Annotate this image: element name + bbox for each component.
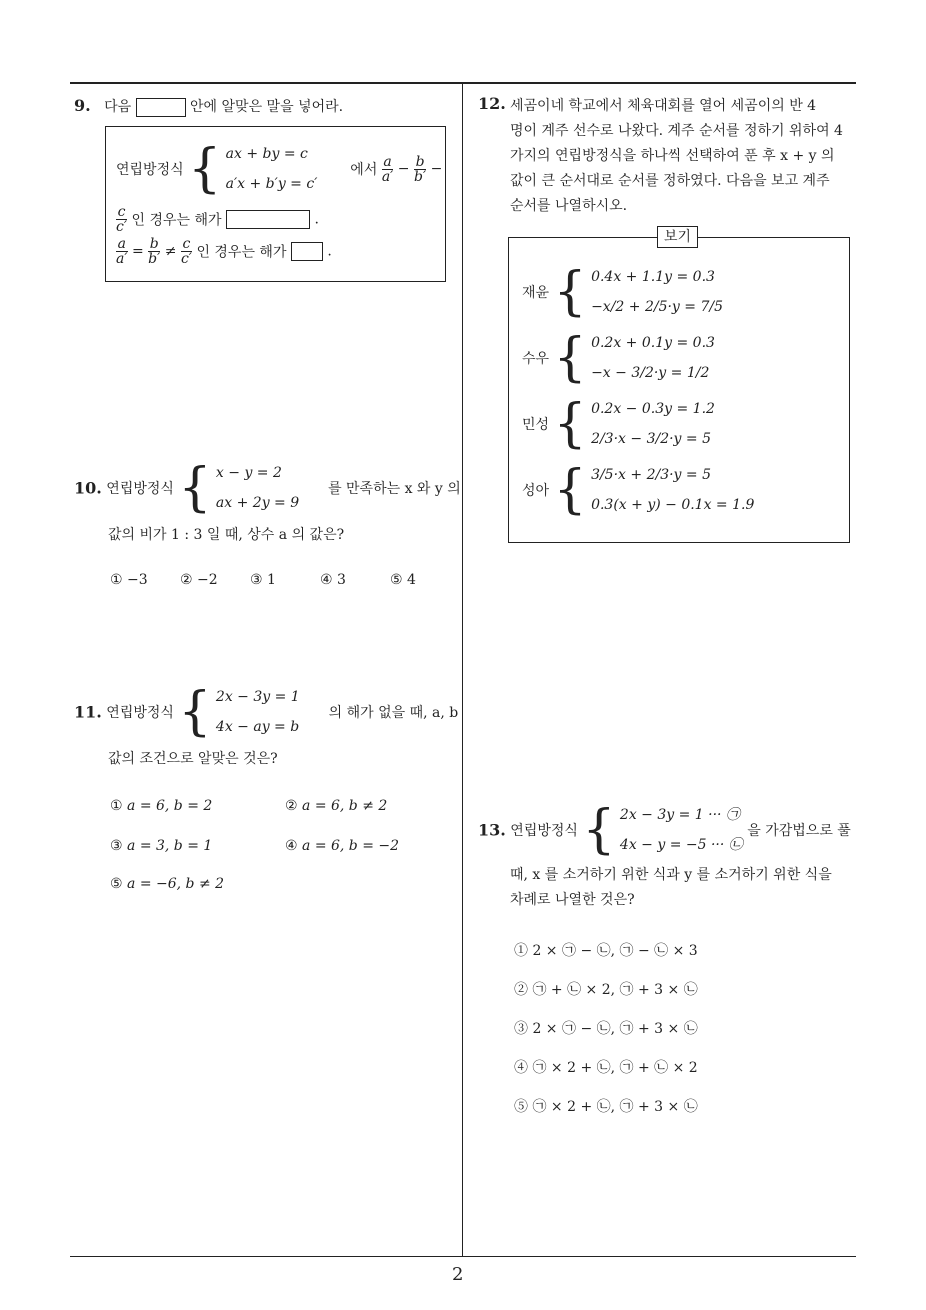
q11-label: 연립방정식 (106, 705, 174, 721)
q12-person-3-brace: { (553, 394, 587, 454)
q9-blank-2[interactable] (226, 210, 310, 229)
q9-prompt-b: 안에 알맞은 말을 넣어라. (190, 99, 344, 115)
q9-eq1: ax + by = c (225, 146, 308, 162)
q11-option-4[interactable]: ④ a = 6, b = −2 (285, 838, 400, 854)
q13-brace: { (582, 800, 616, 860)
q9-frac-a2: $\frac{a}{a'}$ (116, 236, 128, 267)
q9-frac-c: $\frac{c}{c'}$ (116, 204, 128, 235)
q11-eq1: 2x − 3y = 1 (215, 689, 300, 705)
q13-label: 연립방정식 (510, 823, 578, 839)
q12-person-1-name: 재윤 (522, 285, 550, 301)
q11-option-2[interactable]: ② a = 6, b ≠ 2 (285, 798, 388, 814)
q9-line2-end: . (314, 211, 319, 228)
q10-brace: { (178, 458, 212, 518)
q12-person-4-brace: { (553, 460, 587, 520)
q11-brace: { (178, 682, 212, 742)
page-number: 2 (452, 1264, 464, 1285)
q10-eq2: ax + 2y = 9 (215, 495, 300, 511)
q9-blank-1[interactable] (136, 98, 186, 117)
q12-person-4-eq1: 3/5·x + 2/3·y = 5 (591, 467, 711, 483)
q10-option-5[interactable]: ⑤ 4 (390, 572, 416, 588)
q12-person-1-eq2: −x/2 + 2/5·y = 7/5 (591, 299, 723, 315)
q12-person-3-eq2: 2/3·x − 3/2·y = 5 (591, 431, 711, 447)
q9-line2: 인 경우는 해가 (131, 212, 222, 229)
q10-label: 연립방정식 (106, 481, 174, 497)
q13-eq1: 2x − 3y = 1 ··· ㉠ (619, 807, 740, 823)
q13-line3: 차례로 나열한 것은? (510, 892, 635, 908)
q11-eq2: 4x − ay = b (215, 719, 300, 735)
q9-frac-a: $\frac{a}{a'}$ (381, 153, 394, 185)
q13-option-5[interactable]: ⑤ ㉠ × 2 + ㉡, ㉠ + 3 × ㉡ (514, 1099, 698, 1115)
q13-number: 13. (478, 820, 506, 840)
q10-rest: 를 만족하는 x 와 y 의 (328, 481, 461, 497)
q13-line2: 때, x 를 소거하기 위한 식과 y 를 소거하기 위한 식을 (510, 867, 832, 883)
q9-brace: { (188, 139, 222, 199)
q12-person-2-eq1: 0.2x + 0.1y = 0.3 (591, 335, 715, 351)
q9-minus: − (397, 161, 410, 177)
q9-line3: 인 경우는 해가 (196, 244, 287, 261)
q13-option-3[interactable]: ③ 2 × ㉠ − ㉡, ㉠ + 3 × ㉡ (514, 1021, 698, 1037)
q12-person-2-eq2: −x − 3/2·y = 1/2 (591, 365, 710, 381)
q12-person-3-system (591, 394, 715, 454)
q12-person-4 (522, 460, 754, 520)
q13-header (478, 800, 851, 860)
q9-mid: 에서 (350, 162, 378, 178)
q9-frac-c2: $\frac{c}{c'}$ (180, 236, 192, 267)
q11-option-1[interactable]: ① a = 6, b = 2 (110, 798, 213, 814)
q9-frac-b: $\frac{b}{b'}$ (413, 153, 427, 185)
q10-system (216, 458, 299, 518)
q11-line2: 값의 조건으로 알맞은 것은? (108, 751, 278, 767)
q12-person-3-eq1: 0.2x − 0.3y = 1.2 (591, 401, 715, 417)
q11-option-5[interactable]: ⑤ a = −6, b ≠ 2 (110, 876, 225, 892)
q12-text (510, 94, 860, 219)
q12-number: 12. (478, 94, 506, 113)
q12-person-1-eq1: 0.4x + 1.1y = 0.3 (591, 269, 715, 285)
q13-system (620, 800, 743, 860)
q12-person-1-system (591, 262, 723, 322)
q11-header (74, 682, 458, 742)
q9-minus-2: − (430, 161, 443, 177)
q12-person-3 (522, 394, 715, 454)
q10-header (74, 458, 461, 518)
q9-number: 9. (74, 96, 91, 115)
q11-rest: 의 해가 없을 때, a, b (328, 705, 459, 721)
q9-eq2: a′x + b′y = c′ (225, 176, 318, 192)
q12-person-1-brace: { (553, 262, 587, 322)
bottom-rule (70, 1256, 856, 1257)
top-rule (70, 82, 856, 84)
q11-option-3[interactable]: ③ a = 3, b = 1 (110, 838, 213, 854)
q9-eq-sign: = (131, 243, 144, 260)
q13-option-1[interactable]: ① 2 × ㉠ − ㉡, ㉠ − ㉡ × 3 (514, 943, 698, 959)
q12-person-4-name: 성아 (522, 483, 550, 499)
q10-option-4[interactable]: ④ 3 (320, 572, 346, 588)
q10-option-1[interactable]: ① −3 (110, 572, 148, 588)
q9-label: 연립방정식 (116, 162, 184, 178)
q10-option-2[interactable]: ② −2 (180, 572, 218, 588)
q12-line-4: 값이 큰 순서대로 순서를 정하였다. 다음을 보고 계주 (510, 173, 830, 189)
q9-header (74, 96, 343, 117)
q10-line2: 값의 비가 1 : 3 일 때, 상수 a 의 값은? (108, 527, 345, 543)
q12-person-2 (522, 328, 715, 388)
q10-eq1: x − y = 2 (215, 465, 282, 481)
q12-person-1 (522, 262, 723, 322)
q13-option-2[interactable]: ② ㉠ + ㉡ × 2, ㉠ + 3 × ㉡ (514, 982, 698, 998)
q12-line-3: 가지의 연립방정식을 하나씩 선택하여 푼 후 x + y 의 (510, 148, 835, 164)
q9-frac-b2: $\frac{b}{b'}$ (148, 236, 161, 267)
q13-rest: 을 가감법으로 풀 (747, 823, 851, 839)
q9-prompt-a: 다음 (104, 99, 132, 115)
q12-panel-title: 보기 (657, 226, 698, 248)
q9-blank-3[interactable] (291, 242, 323, 261)
q13-option-4[interactable]: ④ ㉠ × 2 + ㉡, ㉠ + ㉡ × 2 (514, 1060, 698, 1076)
q9-line3-end: . (327, 243, 332, 260)
q9-neq: ≠ (164, 243, 177, 260)
q10-option-3[interactable]: ③ 1 (250, 572, 276, 588)
q9-box (105, 126, 446, 282)
q9-system (226, 139, 318, 199)
q12-person-2-system (591, 328, 715, 388)
q12-person-2-name: 수우 (522, 351, 550, 367)
q12-person-2-brace: { (553, 328, 587, 388)
q12-line-5: 순서를 나열하시오. (510, 198, 628, 214)
q12-line-1: 세곰이네 학교에서 체육대회를 열어 세곰이의 반 4 (510, 98, 817, 114)
q12-person-4-system (591, 460, 754, 520)
q12-line-2: 명이 계주 선수로 나왔다. 계주 순서를 정하기 위하여 4 (510, 123, 843, 139)
column-divider (462, 84, 463, 1256)
q11-number: 11. (74, 702, 102, 722)
q13-eq2: 4x − y = −5 ··· ㉡ (619, 837, 743, 853)
q12-person-4-eq2: 0.3(x + y) − 0.1x = 1.9 (591, 497, 755, 513)
q11-system (216, 682, 300, 742)
q10-number: 10. (74, 478, 102, 498)
q12-person-3-name: 민성 (522, 417, 550, 433)
